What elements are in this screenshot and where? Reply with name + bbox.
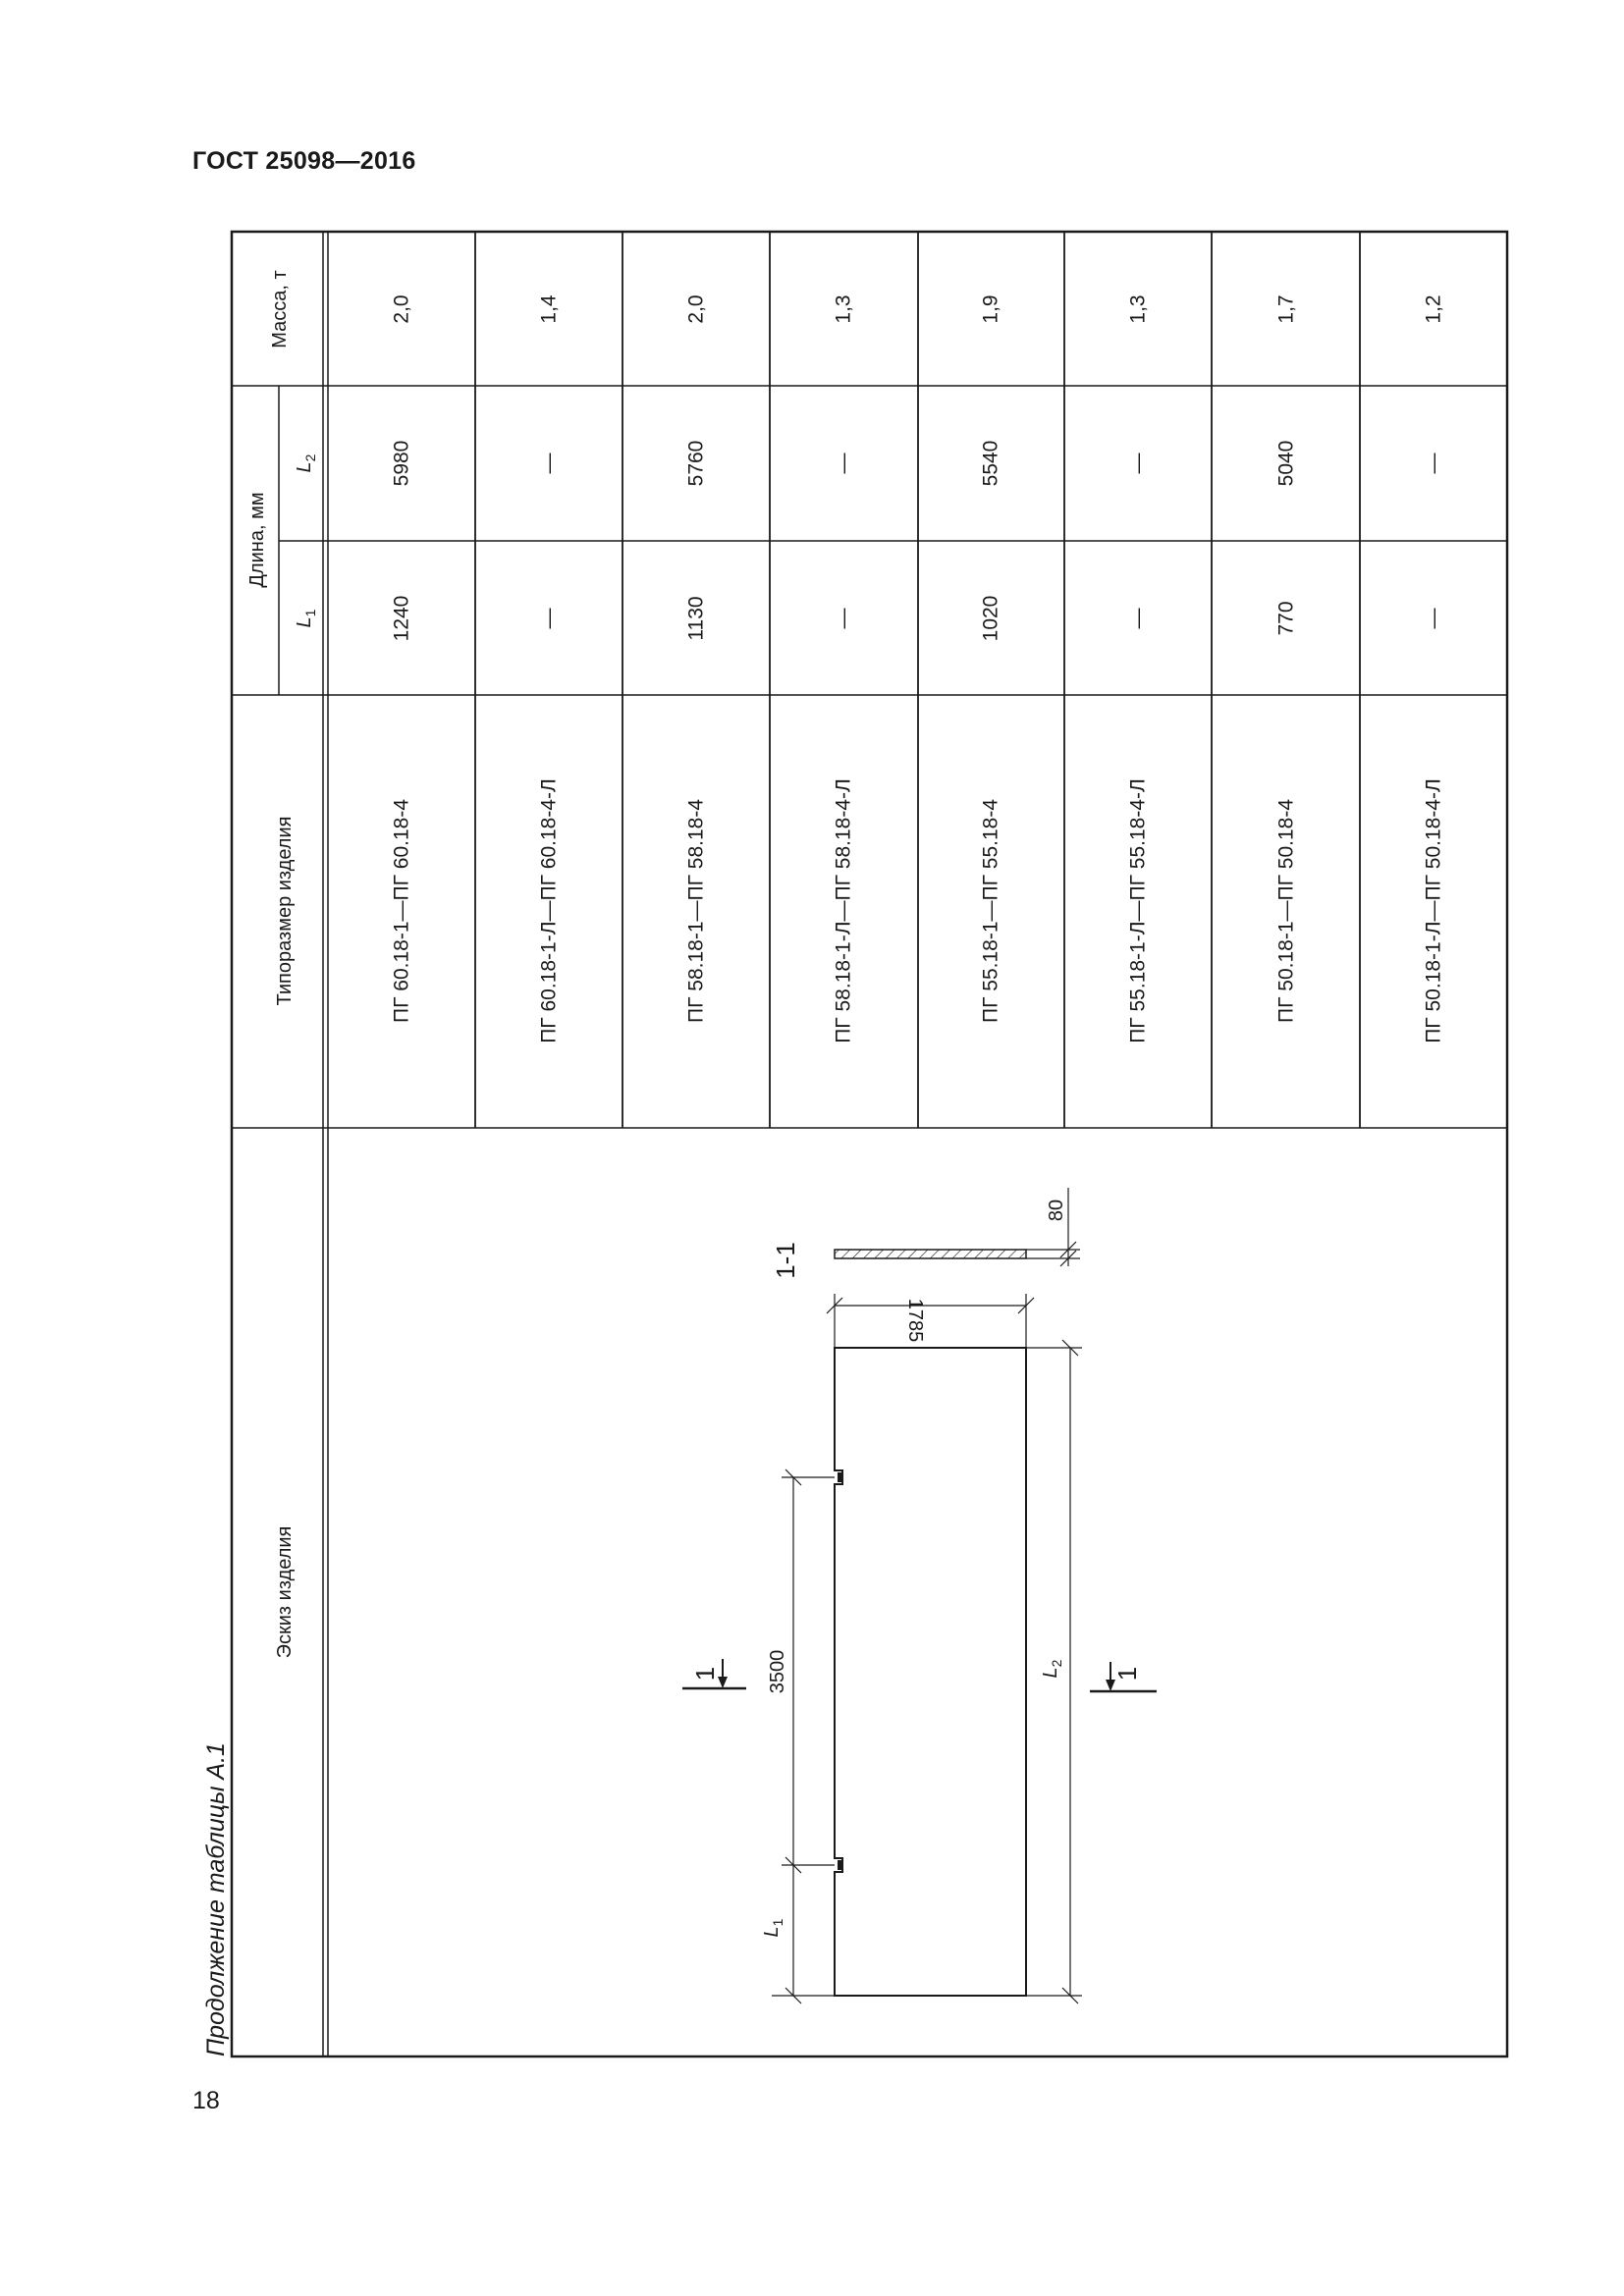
page-number: 18 <box>192 2087 220 2114</box>
l1-cell: — <box>1126 608 1150 629</box>
notch-mark <box>838 1860 841 1870</box>
table-row <box>1275 294 1298 1023</box>
l1-cell: 1240 <box>390 595 413 642</box>
table-caption: Продолжение таблицы А.1 <box>202 1742 230 2056</box>
l2-cell: 5760 <box>684 440 708 487</box>
table-row <box>685 294 708 1023</box>
l1-cell: — <box>1422 608 1445 629</box>
dimension-3500 <box>782 1469 835 1873</box>
dimension-1785 <box>827 1294 1034 1348</box>
l2-cell: 5980 <box>390 440 413 487</box>
dimension-1785-label: 1785 <box>904 1298 926 1343</box>
l2-cell: — <box>832 453 855 474</box>
mass-cell: 1,3 <box>1126 294 1150 324</box>
mass-cell: 1,9 <box>979 294 1002 324</box>
dimension-l1-label: $L_1$ <box>761 1918 785 1938</box>
table-grid <box>232 232 1507 2056</box>
section-hatch <box>835 1250 1026 1258</box>
l2-cell: — <box>1422 453 1445 474</box>
type-size-cell: ПГ 55.18-1—ПГ 55.18-4 <box>979 798 1002 1024</box>
dimension-80-label: 80 <box>1046 1199 1067 1222</box>
mass-cell: 1,4 <box>537 294 561 324</box>
header-l1: $L_1$ <box>294 609 318 628</box>
header-type-size: Типоразмер изделия <box>274 816 296 1006</box>
mass-cell: 1,3 <box>832 294 855 324</box>
table-row <box>980 294 1002 1023</box>
l1-cell: — <box>832 608 855 629</box>
type-size-cell: ПГ 60.18-1—ПГ 60.18-4 <box>390 798 413 1024</box>
l1-cell: — <box>537 608 561 629</box>
table-row <box>1423 294 1445 1042</box>
table-row <box>391 294 413 1023</box>
type-size-cell: ПГ 60.18-1-Л—ПГ 60.18-4-Л <box>537 778 561 1043</box>
mass-cell: 1,7 <box>1274 294 1298 324</box>
section-1-1 <box>835 1188 1080 1266</box>
l1-cell: 1130 <box>684 596 708 641</box>
notch-mark <box>838 1472 841 1482</box>
dimension-3500-label: 3500 <box>767 1649 788 1694</box>
table-row <box>833 294 855 1042</box>
table-header <box>246 270 318 1658</box>
l2-cell: — <box>537 453 561 474</box>
document-code: ГОСТ 25098—2016 <box>192 147 416 175</box>
table-row <box>1127 294 1150 1042</box>
header-l2: $L_2$ <box>294 454 318 473</box>
type-size-cell: ПГ 58.18-1—ПГ 58.18-4 <box>684 798 708 1024</box>
section-mark-right-label: 1 <box>1112 1666 1142 1682</box>
l2-cell: — <box>1126 453 1150 474</box>
header-mass: Масса, т <box>269 270 291 348</box>
l1-cell: 1020 <box>979 595 1002 642</box>
l1-cell: 770 <box>1274 601 1298 636</box>
type-size-cell: ПГ 50.18-1-Л—ПГ 50.18-4-Л <box>1422 778 1445 1043</box>
dimension-l2-label: $L_2$ <box>1040 1659 1064 1679</box>
header-sketch: Эскиз изделия <box>274 1525 296 1659</box>
header-length: Длина, мм <box>246 492 268 588</box>
table-row <box>538 294 561 1043</box>
mass-cell: 2,0 <box>390 294 413 324</box>
mass-cell: 1,2 <box>1422 294 1445 324</box>
type-size-cell: ПГ 50.18-1—ПГ 50.18-4 <box>1274 798 1298 1024</box>
l2-cell: 5540 <box>979 440 1002 487</box>
section-title: 1-1 <box>771 1242 800 1279</box>
type-size-cell: ПГ 55.18-1-Л—ПГ 55.18-4-Л <box>1126 778 1150 1043</box>
panel-outline <box>835 1348 1026 1996</box>
l2-cell: 5040 <box>1274 440 1298 487</box>
mass-cell: 2,0 <box>684 294 708 324</box>
section-mark-left-label: 1 <box>690 1666 720 1682</box>
sketch-labels <box>690 1200 1142 1938</box>
type-size-cell: ПГ 58.18-1-Л—ПГ 58.18-4-Л <box>832 778 855 1043</box>
